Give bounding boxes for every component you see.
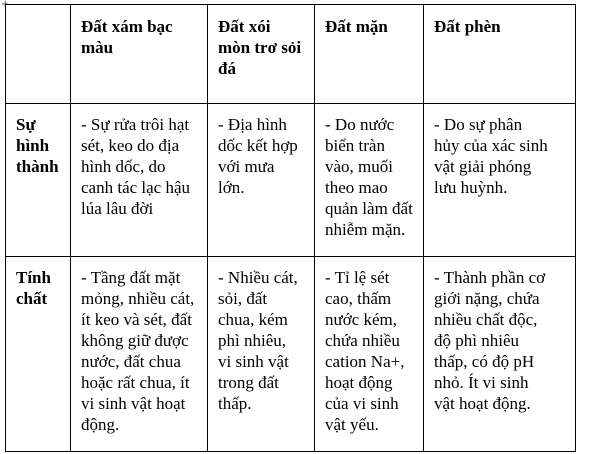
- table-cell: - Nhiều cát, sỏi, đất chua, kém phì nhiêu, vi sinh vật trong đất thấp.: [208, 257, 315, 452]
- header-cell-empty: [6, 5, 71, 104]
- table-cell: - Do sự phân hủy của xác sinh vật giải phóng lưu huỳnh.: [424, 104, 576, 257]
- table-row: [6, 104, 576, 257]
- table-row: [6, 257, 576, 452]
- table-cell: - Thành phần cơ giới nặng, chứa nhiều chất độc, độ phì nhiêu thấp, có độ pH nhỏ. Ít vi sinh vật hoạt động.: [424, 257, 576, 452]
- header-cell-dat-man: Đất mặn: [315, 5, 424, 104]
- header-cell-dat-xoi-mon: Đất xói mòn trơ sỏi đá: [208, 5, 315, 104]
- table-cell: - Do nước biển tràn vào, muối theo mao quản làm đất nhiễm mặn.: [315, 104, 424, 257]
- row-label-cell: Tính chất: [6, 257, 71, 452]
- soil-comparison-table: [5, 4, 576, 452]
- header-cell-dat-phen: Đất phèn: [424, 5, 576, 104]
- header-row: [6, 5, 576, 104]
- table-cell: - Tầng đất mặt mỏng, nhiều cát, ít keo và sét, đất không giữ được nước, đất chua hoặc rất chua, ít vi sinh vật hoạt động.: [71, 257, 208, 452]
- table-cell: - Tỉ lệ sét cao, thấm nước kém, chứa nhiều cation Na+, hoạt động của vi sinh vật yếu.: [315, 257, 424, 452]
- table-cell: - Địa hình dốc kết hợp với mưa lớn.: [208, 104, 315, 257]
- table-cell: - Sự rửa trôi hạt sét, keo do địa hình dốc, do canh tác lạc hậu lúa lâu đời: [71, 104, 208, 257]
- row-label-cell: Sự hình thành: [6, 104, 71, 257]
- table-move-handle-icon[interactable]: +: [1, 0, 10, 10]
- header-cell-dat-xam-bac-mau: Đất xám bạc màu: [71, 5, 208, 104]
